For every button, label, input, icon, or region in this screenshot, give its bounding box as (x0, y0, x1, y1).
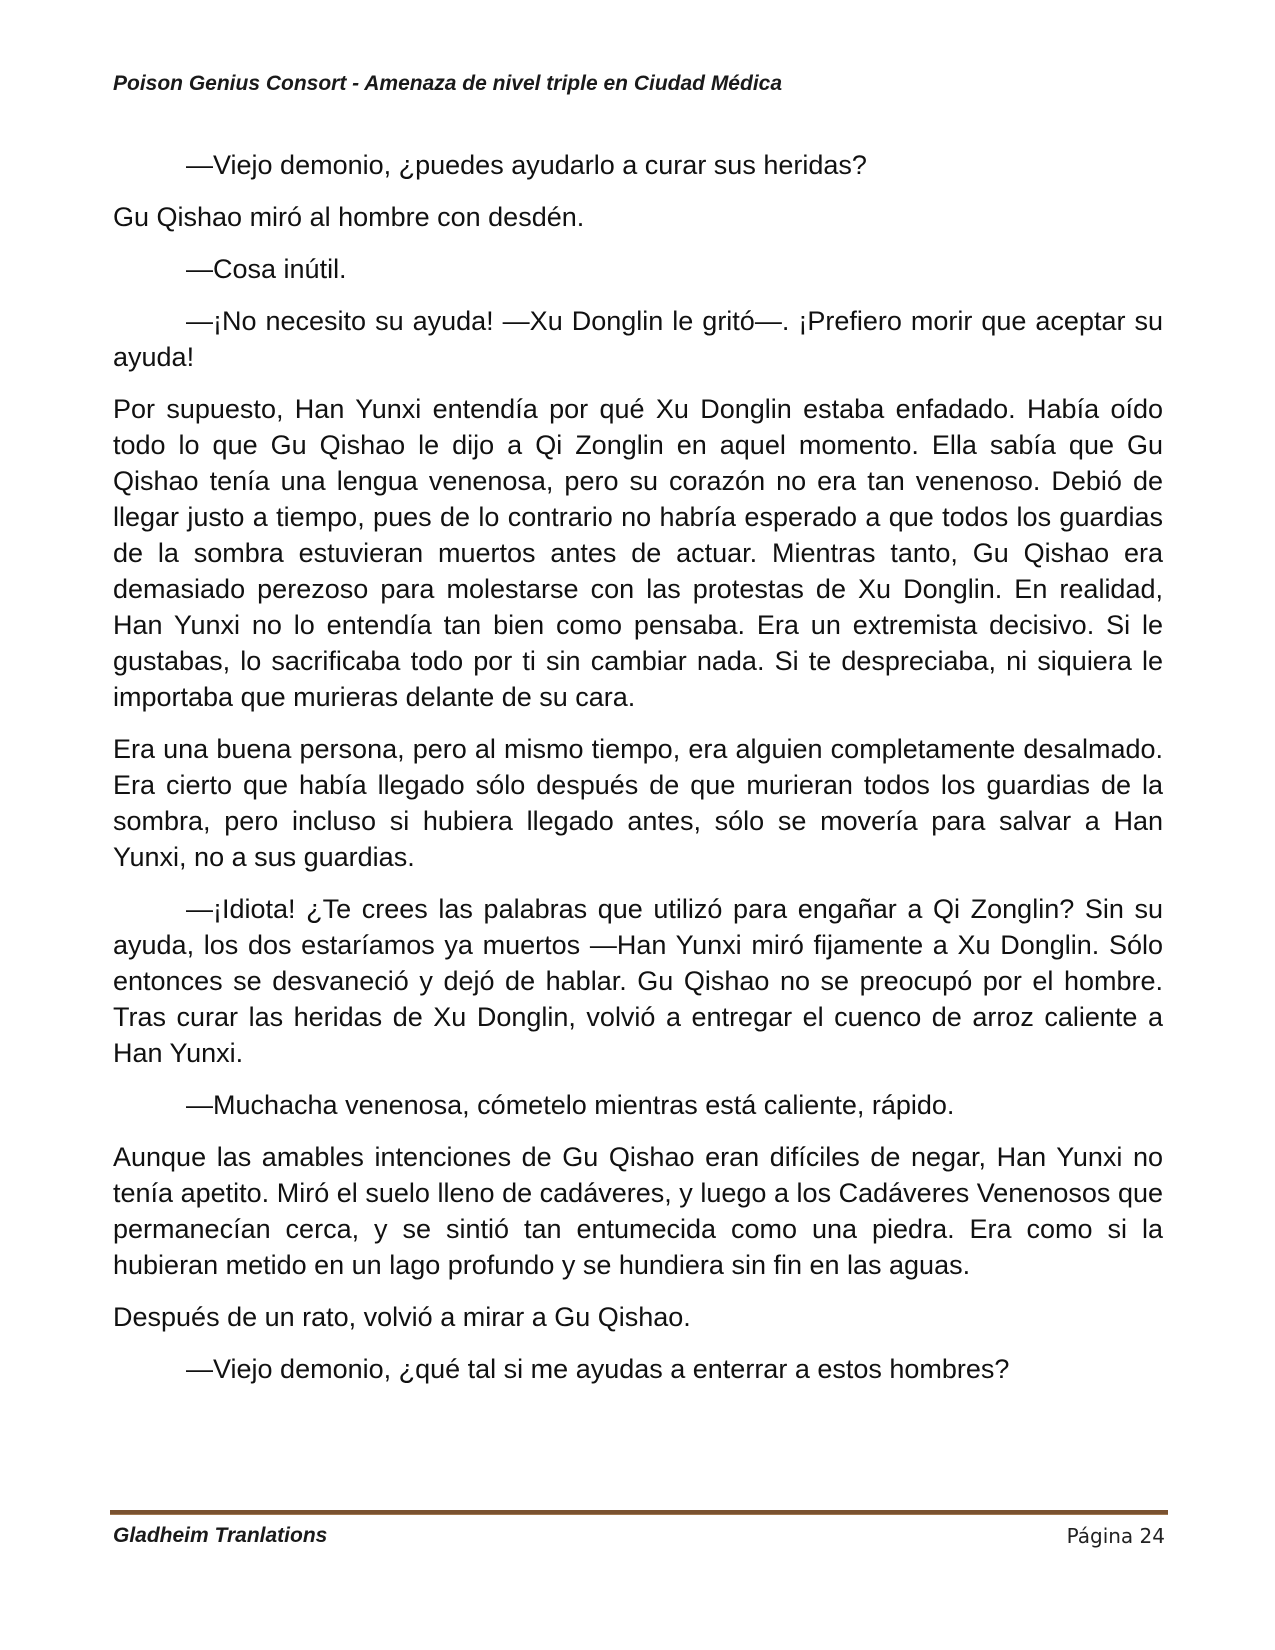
paragraph-3: —Cosa inútil. (186, 254, 347, 284)
running-header: Poison Genius Consort - Amenaza de nivel triple en Ciudad Médica (113, 72, 783, 95)
paragraph-1: —Viejo demonio, ¿puedes ayudarlo a curar sus heridas? (186, 150, 867, 180)
paragraph-5: Por supuesto, Han Yunxi entendía por qué Xu Donglin estaba enfadado. Había oído todo lo que Gu Qishao le dijo a Qi Zonglin en aquel momento. Ella sabía que Gu Qishao tenía una lengua venenosa, pero su corazón no era tan venenoso. Debió de llegar justo a tiempo, pues de lo contrario no habría esperado a que todos los guardias de la sombra estuvieran muertos antes de actuar. Mientras tanto, Gu Qishao era demasiado perezoso para molestarse con las protestas de Xu Donglin. En realidad, Han Yunxi no lo entendía tan bien como pensaba. Era un extremista decisivo. Si le gustabas, lo sacrificaba todo por ti sin cambiar nada. Si te despreciaba, ni siquiera le importaba que murieras delante de su cara. (113, 394, 1163, 712)
page-number-value: 24 (1139, 1524, 1165, 1548)
footer-divider (110, 1510, 1168, 1515)
paragraph-9: Aunque las amables intenciones de Gu Qishao eran difíciles de negar, Han Yunxi no tenía apetito. Miró el suelo lleno de cadáveres, y luego a los Cadáveres Venenosos que permanecían cerca, y se sintió tan entumecida como una piedra. Era como si la hubieran metido en un lago profundo y se hundiera sin fin en las aguas. (113, 1142, 1163, 1280)
page-body (113, 147, 1163, 1403)
paragraph-4: —¡No necesito su ayuda! —Xu Donglin le gritó—. ¡Prefiero morir que aceptar su ayuda! (113, 306, 1163, 372)
paragraph-7: —¡Idiota! ¿Te crees las palabras que utilizó para engañar a Qi Zonglin? Sin su ayuda, los dos estaríamos ya muertos —Han Yunxi miró fijamente a Xu Donglin. Sólo entonces se desvaneció y dejó de hablar. Gu Qishao no se preocupó por el hombre. Tras curar las heridas de Xu Donglin, volvió a entregar el cuenco de arroz caliente a Han Yunxi. (113, 894, 1163, 1068)
paragraph-6: Era una buena persona, pero al mismo tiempo, era alguien completamente desalmado. Era cierto que había llegado sólo después de que murieran todos los guardias de la sombra, pero incluso si hubiera llegado antes, sólo se movería para salvar a Han Yunxi, no a sus guardias. (113, 734, 1163, 872)
paragraph-10: Después de un rato, volvió a mirar a Gu Qishao. (113, 1302, 691, 1332)
page-label: Página (1066, 1524, 1134, 1548)
footer-publisher: Gladheim Tranlations (113, 1524, 328, 1547)
paragraph-8: —Muchacha venenosa, cómetelo mientras está caliente, rápido. (186, 1090, 955, 1120)
paragraph-11: —Viejo demonio, ¿qué tal si me ayudas a enterrar a estos hombres? (186, 1354, 1010, 1384)
page-number (1067, 1524, 1165, 1548)
paragraph-2: Gu Qishao miró al hombre con desdén. (113, 202, 585, 232)
